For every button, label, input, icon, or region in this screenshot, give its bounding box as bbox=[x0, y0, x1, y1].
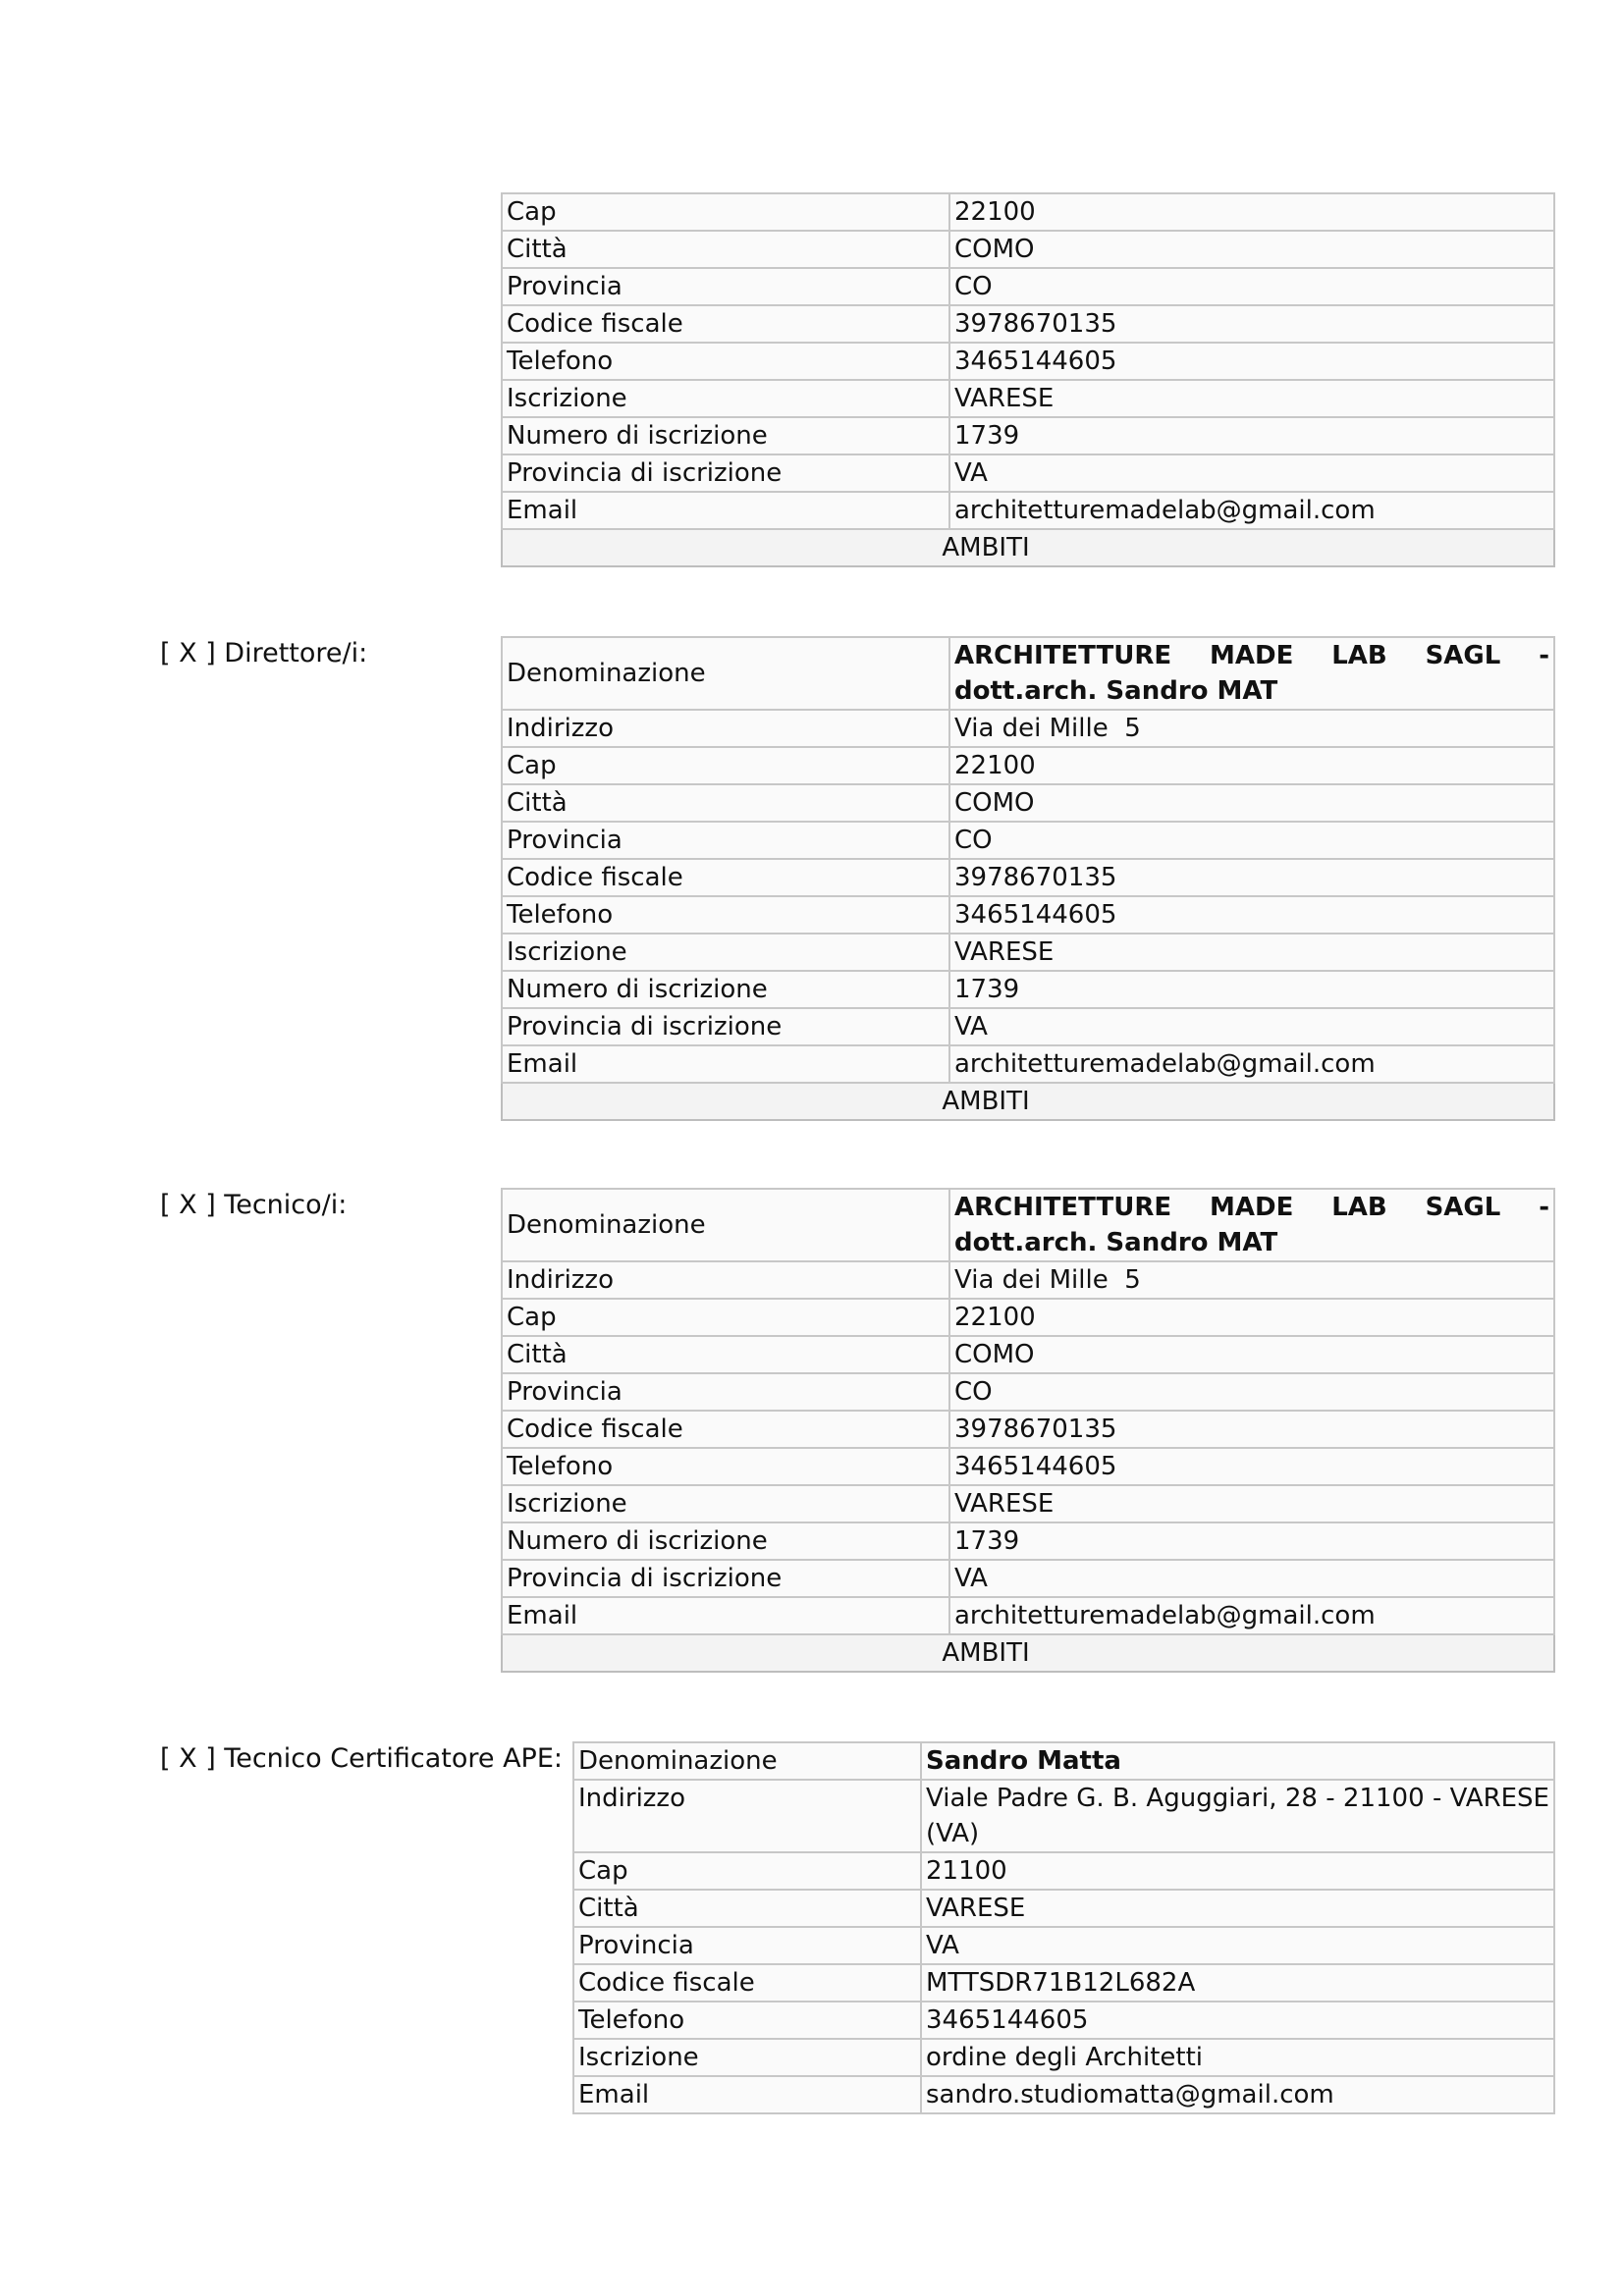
field-label: Città bbox=[573, 1890, 921, 1927]
field-value: 21100 bbox=[921, 1852, 1554, 1890]
field-label: Indirizzo bbox=[502, 710, 949, 747]
table-row bbox=[502, 343, 1554, 380]
table-row bbox=[502, 1261, 1554, 1299]
field-value: 3465144605 bbox=[949, 1448, 1554, 1485]
table-row bbox=[502, 747, 1554, 784]
field-value: VARESE bbox=[949, 934, 1554, 971]
ambiti-row bbox=[502, 1083, 1554, 1120]
field-label: Città bbox=[502, 231, 949, 268]
email-value: architetturemadelab@gmail.com bbox=[949, 1045, 1554, 1083]
field-value: MTTSDR71B12L682A bbox=[921, 1964, 1554, 2002]
field-value: 1739 bbox=[949, 971, 1554, 1008]
table-row bbox=[502, 380, 1554, 417]
ape-info-table bbox=[572, 1741, 1555, 2114]
field-label: Città bbox=[502, 1336, 949, 1373]
field-label: Codice fiscale bbox=[573, 1964, 921, 2002]
table-row bbox=[502, 1336, 1554, 1373]
table-row bbox=[502, 859, 1554, 896]
denominazione-value: ARCHITETTURE MADE LAB SAGL - dott.arch. Sandro MAT bbox=[949, 637, 1554, 710]
table-row bbox=[502, 1448, 1554, 1485]
table-row bbox=[502, 1045, 1554, 1083]
table-row bbox=[573, 1852, 1554, 1890]
field-value: VARESE bbox=[921, 1890, 1554, 1927]
field-value: 1739 bbox=[949, 417, 1554, 454]
table-row bbox=[502, 492, 1554, 529]
table-row bbox=[502, 454, 1554, 492]
ape-heading: [ X ] Tecnico Certificatore APE: bbox=[160, 1743, 563, 1774]
field-value: 3978670135 bbox=[949, 1411, 1554, 1448]
ambiti-footer: AMBITI bbox=[502, 1634, 1554, 1672]
field-value: 3465144605 bbox=[921, 2002, 1554, 2039]
field-value: Viale Padre G. B. Aguggiari, 28 - 21100 - VARESE (VA) bbox=[921, 1780, 1554, 1852]
field-value: VA bbox=[949, 1560, 1554, 1597]
field-label: Iscrizione bbox=[502, 380, 949, 417]
ambiti-row bbox=[502, 529, 1554, 566]
table-row bbox=[502, 1597, 1554, 1634]
field-label: Numero di iscrizione bbox=[502, 1522, 949, 1560]
email-value: sandro.studiomatta@gmail.com bbox=[921, 2076, 1554, 2113]
table-row bbox=[502, 268, 1554, 305]
field-value: 3465144605 bbox=[949, 896, 1554, 934]
table-row bbox=[502, 1522, 1554, 1560]
field-value: ordine degli Architetti bbox=[921, 2039, 1554, 2076]
field-label: Provincia bbox=[573, 1927, 921, 1964]
field-label: Iscrizione bbox=[573, 2039, 921, 2076]
field-label: Denominazione bbox=[502, 1189, 949, 1261]
table-row bbox=[502, 971, 1554, 1008]
field-value: VA bbox=[921, 1927, 1554, 1964]
field-value: VARESE bbox=[949, 380, 1554, 417]
field-label: Città bbox=[502, 784, 949, 822]
field-value: CO bbox=[949, 822, 1554, 859]
table-row bbox=[502, 1008, 1554, 1045]
field-value: CO bbox=[949, 268, 1554, 305]
field-value: COMO bbox=[949, 1336, 1554, 1373]
field-label: Codice fiscale bbox=[502, 859, 949, 896]
field-label: Provincia di iscrizione bbox=[502, 454, 949, 492]
field-label: Iscrizione bbox=[502, 1485, 949, 1522]
table-row bbox=[573, 2039, 1554, 2076]
table-row bbox=[502, 637, 1554, 710]
denominazione-value: Sandro Matta bbox=[921, 1742, 1554, 1780]
field-label: Email bbox=[573, 2076, 921, 2113]
field-value: VA bbox=[949, 1008, 1554, 1045]
ambiti-footer: AMBITI bbox=[502, 529, 1554, 566]
field-label: Telefono bbox=[502, 1448, 949, 1485]
field-label: Telefono bbox=[502, 896, 949, 934]
field-label: Codice fiscale bbox=[502, 305, 949, 343]
ambiti-footer: AMBITI bbox=[502, 1083, 1554, 1120]
table-row bbox=[573, 1890, 1554, 1927]
table-row bbox=[573, 2002, 1554, 2039]
table-row bbox=[502, 1485, 1554, 1522]
field-label: Provincia bbox=[502, 822, 949, 859]
field-label: Cap bbox=[502, 747, 949, 784]
field-value: Via dei Mille 5 bbox=[949, 710, 1554, 747]
denominazione-value: ARCHITETTURE MADE LAB SAGL - dott.arch. Sandro MAT bbox=[949, 1189, 1554, 1261]
field-label: Iscrizione bbox=[502, 934, 949, 971]
field-label: Numero di iscrizione bbox=[502, 417, 949, 454]
ambiti-row bbox=[502, 1634, 1554, 1672]
table-row bbox=[502, 231, 1554, 268]
field-value: 1739 bbox=[949, 1522, 1554, 1560]
field-value: 3978670135 bbox=[949, 305, 1554, 343]
field-label: Cap bbox=[502, 1299, 949, 1336]
email-value: architetturemadelab@gmail.com bbox=[949, 492, 1554, 529]
field-label: Provincia bbox=[502, 268, 949, 305]
table-row bbox=[573, 1927, 1554, 1964]
field-label: Cap bbox=[502, 193, 949, 231]
top-info-table bbox=[501, 192, 1555, 567]
field-value: 3465144605 bbox=[949, 343, 1554, 380]
direttore-heading: [ X ] Direttore/i: bbox=[160, 638, 368, 668]
field-value: CO bbox=[949, 1373, 1554, 1411]
field-value: VA bbox=[949, 454, 1554, 492]
field-label: Cap bbox=[573, 1852, 921, 1890]
table-row bbox=[502, 417, 1554, 454]
field-label: Email bbox=[502, 1045, 949, 1083]
table-row bbox=[573, 1742, 1554, 1780]
table-row bbox=[502, 784, 1554, 822]
field-value: COMO bbox=[949, 231, 1554, 268]
table-row bbox=[502, 1560, 1554, 1597]
table-row bbox=[573, 2076, 1554, 2113]
field-value: COMO bbox=[949, 784, 1554, 822]
field-label: Provincia bbox=[502, 1373, 949, 1411]
field-label: Provincia di iscrizione bbox=[502, 1560, 949, 1597]
field-label: Indirizzo bbox=[573, 1780, 921, 1852]
table-row bbox=[502, 1411, 1554, 1448]
table-row bbox=[502, 710, 1554, 747]
field-label: Telefono bbox=[502, 343, 949, 380]
table-row bbox=[502, 896, 1554, 934]
table-row bbox=[502, 305, 1554, 343]
field-value: 22100 bbox=[949, 1299, 1554, 1336]
table-row bbox=[573, 1964, 1554, 2002]
table-row bbox=[573, 1780, 1554, 1852]
field-value: 22100 bbox=[949, 747, 1554, 784]
field-value: 3978670135 bbox=[949, 859, 1554, 896]
field-label: Denominazione bbox=[573, 1742, 921, 1780]
field-value: 22100 bbox=[949, 193, 1554, 231]
field-label: Codice fiscale bbox=[502, 1411, 949, 1448]
field-label: Telefono bbox=[573, 2002, 921, 2039]
email-value: architetturemadelab@gmail.com bbox=[949, 1597, 1554, 1634]
field-label: Provincia di iscrizione bbox=[502, 1008, 949, 1045]
table-row bbox=[502, 1373, 1554, 1411]
field-label: Email bbox=[502, 492, 949, 529]
field-label: Denominazione bbox=[502, 637, 949, 710]
table-row bbox=[502, 1299, 1554, 1336]
tecnico-info-table bbox=[501, 1188, 1555, 1673]
field-value: VARESE bbox=[949, 1485, 1554, 1522]
field-value: Via dei Mille 5 bbox=[949, 1261, 1554, 1299]
field-label: Numero di iscrizione bbox=[502, 971, 949, 1008]
field-label: Email bbox=[502, 1597, 949, 1634]
field-label: Indirizzo bbox=[502, 1261, 949, 1299]
table-row bbox=[502, 193, 1554, 231]
table-row bbox=[502, 822, 1554, 859]
table-row bbox=[502, 934, 1554, 971]
tecnico-heading: [ X ] Tecnico/i: bbox=[160, 1190, 348, 1220]
table-row bbox=[502, 1189, 1554, 1261]
direttore-info-table bbox=[501, 636, 1555, 1121]
